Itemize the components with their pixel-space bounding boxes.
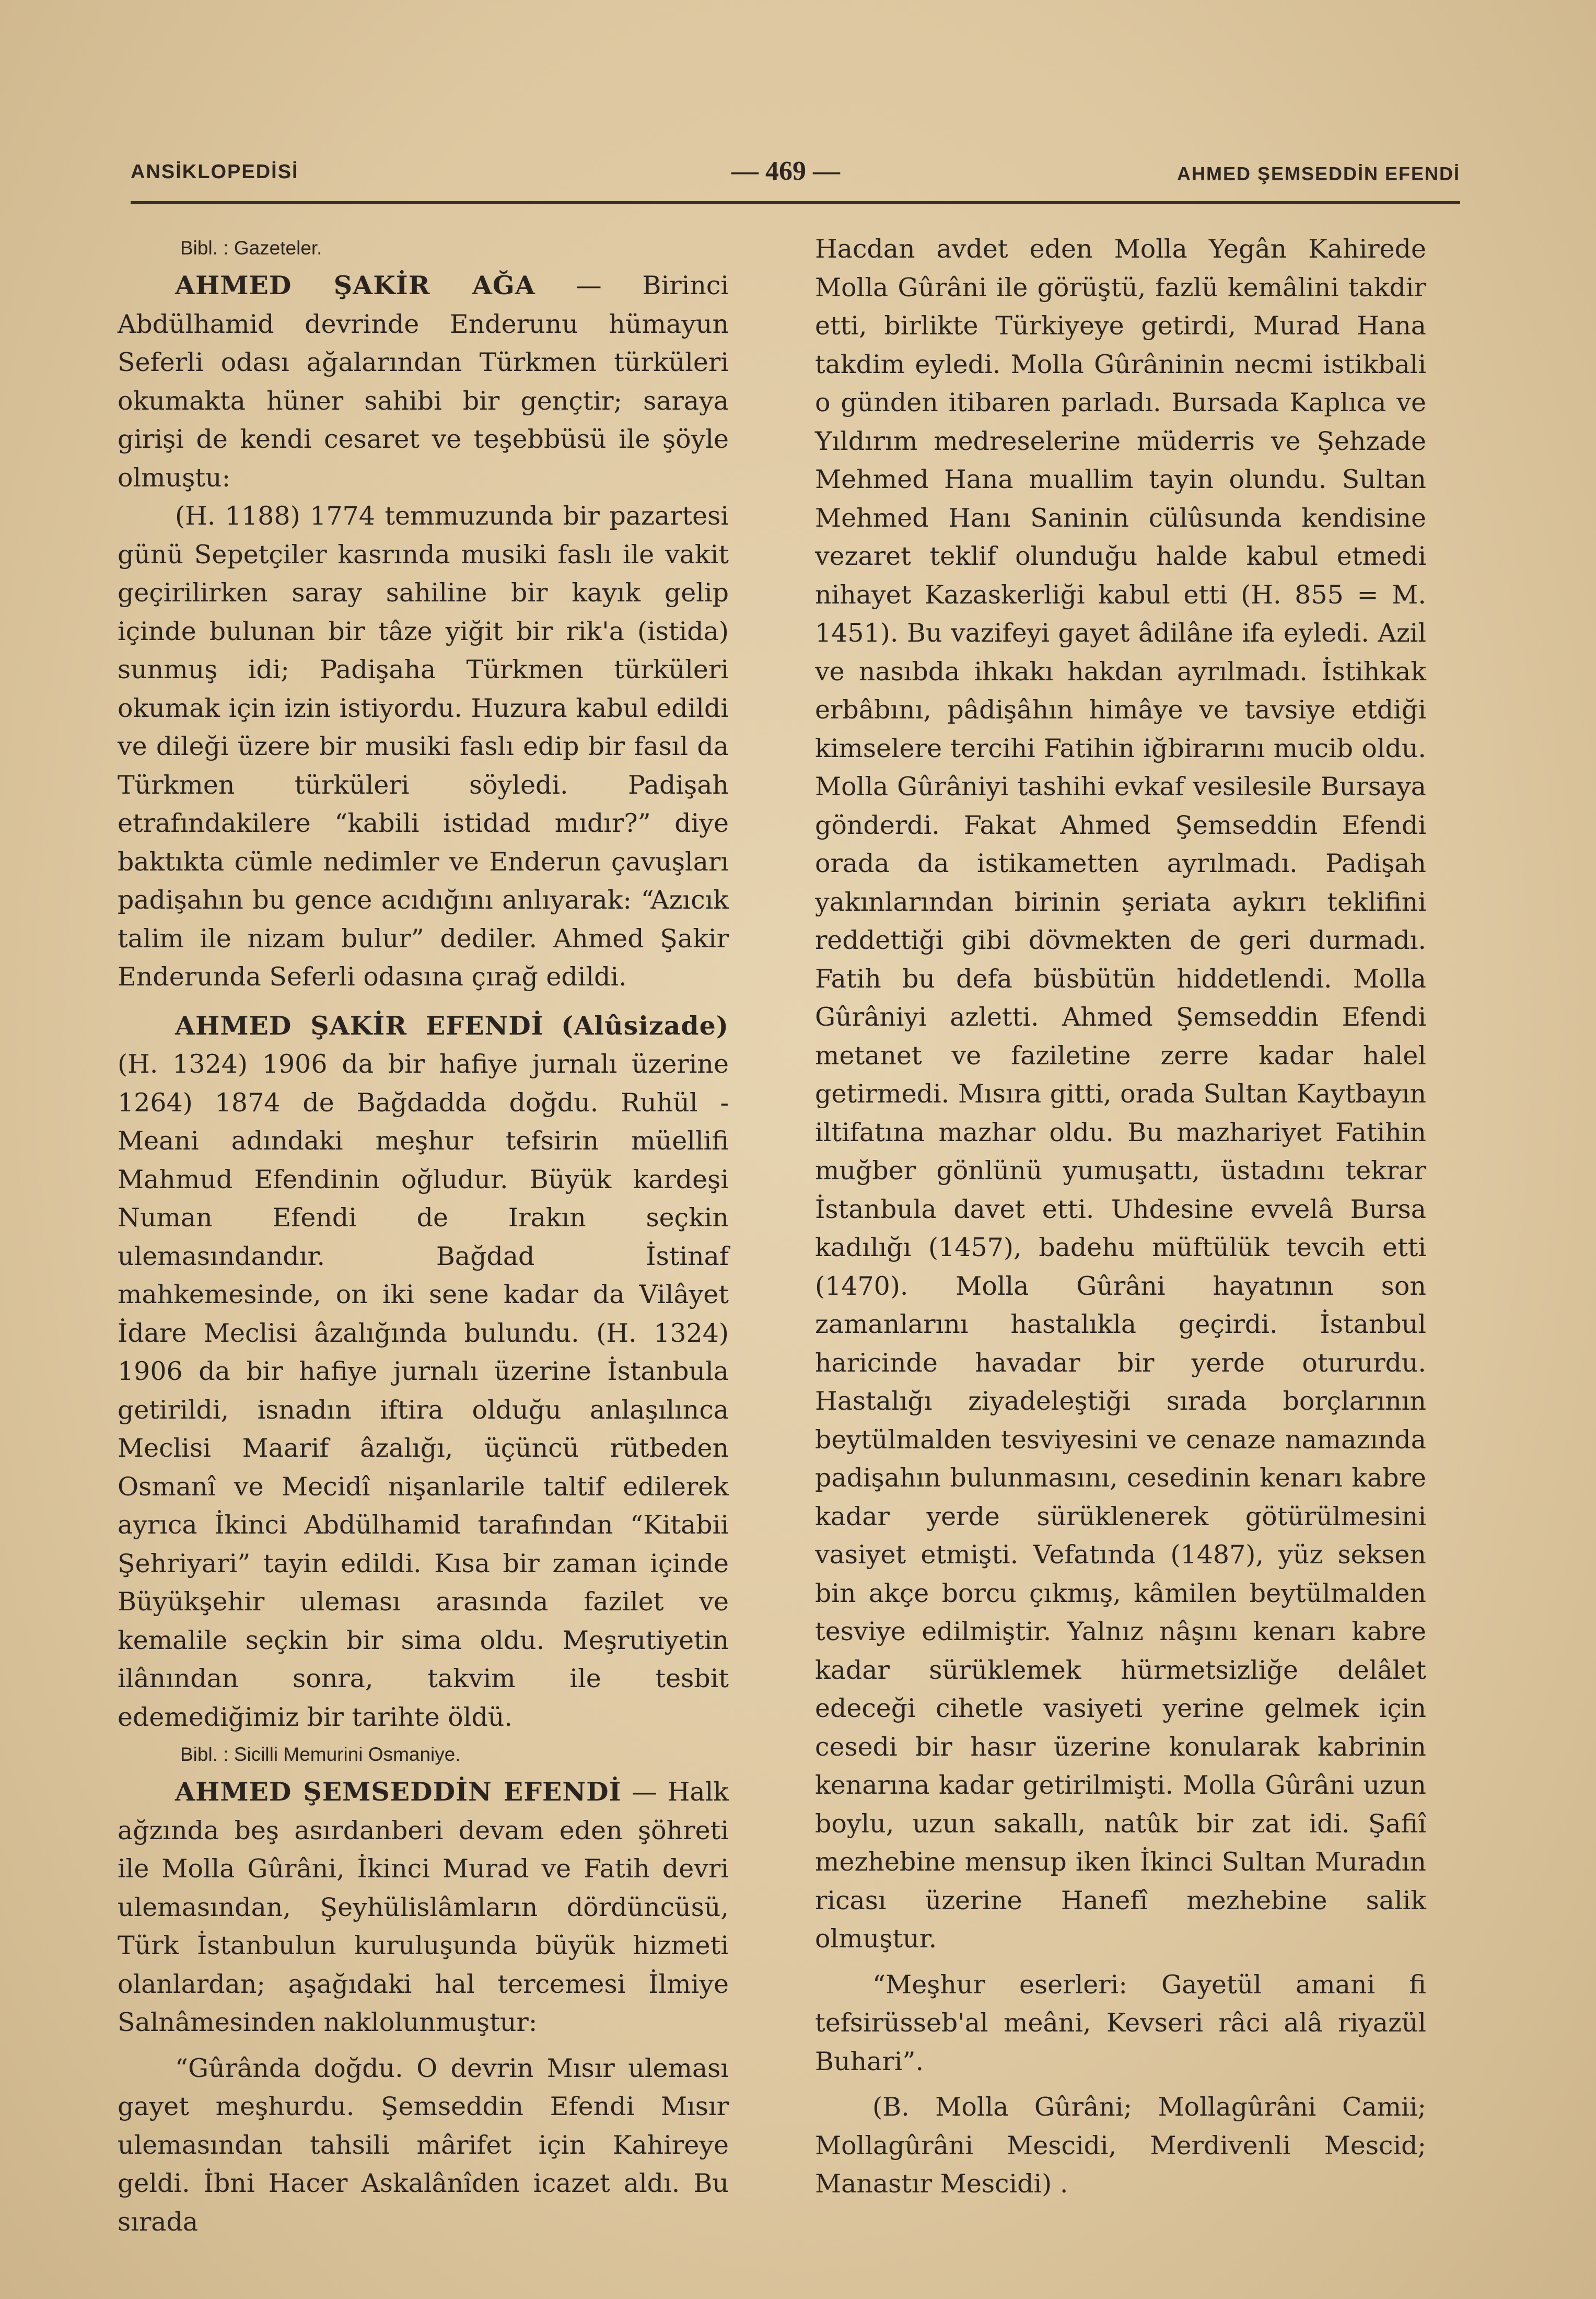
left-column [118,230,729,2241]
entry-ahmed-sakir-efendi [118,1007,729,1737]
entry-alias: (Alûsizade) [561,1010,729,1041]
entry-intro: — Halk ağzında beş asırdanberi devam eden şöhreti ile Molla Gûrâni, İkinci Murad ve Fatih devri ulemasından, Şeyhülislâmların dördüncüsü, Türk İstanbulun kuruluşunda büyük hizmeti olanlardan; aşağıdaki hal tercemesi İlmiye Salnâmesinden naklolunmuştur: [118,1777,729,2037]
entry-ahmed-semseddin-efendi [118,1773,729,2042]
entry-paragraph: (H. 1188) 1774 temmuzunda bir pazartesi günü Sepetçiler kasrında musiki faslı ile vakit geçirilirken saray sahiline bir kayık gelip içinde bulunan bir tâze yiğit bir rik'a (istida) sunmuş idi; Padişaha Türkmen türküleri okumak için izin istiyordu. Huzura kabul edildi ve dileği üzere bir musiki faslı edip bir fasıl da Türkmen türküleri söyledi. Padişah etrafındakilere “kabili istidad mıdır?” diye baktıkta cümle nedimler ve Enderun çavuşları padişahın bu gence acıdığını anlıyarak: “Azıcık talim ile nizam bulur” dediler. Ahmed Şakir Enderunda Seferli odasına çırağ edildi. [118,501,729,992]
entry-intro: — Birinci Abdülhamid devrinde Enderunu hümayun Seferli odası ağalarından Türkmen türküleri okumakta hüner sahibi bir gençtir; saraya girişi de kendi cesaret ve teşebbüsü ile şöyle olmuştu: [118,271,729,493]
header-left-title: ANSİKLOPEDİSİ [131,161,299,183]
references-paragraph: (B. Molla Gûrâni; Mollagûrâni Camii; Mollagûrâni Mescidi, Merdivenli Mescid; Manastır Mescidi) . [815,2092,1426,2199]
right-column [815,230,1426,2203]
page-number: — 469 — [731,156,840,186]
entry-text: (H. 1324) 1906 da bir hafiye jurnalı üzerine 1264) 1874 de Bağdadda doğdu. Ruhül - Meani adındaki meşhur tefsirin müellifi Mahmud Efendinin oğludur. Büyük kardeşi Numan Efendi de Irakın seçkin ulemasındandır. Bağdad İstinaf mahkemesinde, on iki sene kadar da Vilâyet İdare Meclisi âzalığında bulundu. (H. 1324) 1906 da bir hafiye jurnalı üzerine İstanbula getirildi, isnadın iftira olduğu anlaşılınca Meclisi Maarif âzalığı, üçüncü rütbeden Osmanî ve Mecidî nişanlarile taltif edilerek ayrıca İkinci Abdülhamid tarafından “Kitabii Şehriyari” tayin edildi. Kısa bir zaman içinde Büyükşehir uleması arasında fazilet ve kemalile seçkin bir sima oldu. Meşrutiyetin ilânından sonra, takvim ile tesbit edemediğimiz bir tarihte öldü. [118,1049,729,1732]
entry-headword: AHMED ŞEMSEDDİN EFENDİ [175,1776,622,1807]
bibliography-note: Bibl. : Sicilli Memurini Osmaniye. [180,1744,461,1765]
bibliography-note: Bibl. : Gazeteler. [180,237,322,259]
works-paragraph: “Meşhur eserleri: Gayetül amani fi tefsirüsseb'al meâni, Kevseri râci alâ riyazül Buhari”. [815,1969,1426,2076]
entry-paragraph: Hacdan avdet eden Molla Yegân Kahirede Molla Gûrâni ile görüştü, fazlü kemâlini takdir etti, birlikte Türkiyeye getirdi, Murad Hana takdim eyledi. Molla Gûrâninin necmi istikbali o günden itibaren parladı. Bursada Kaplıca ve Yıldırım medreselerine müderris ve Şehzade Mehmed Hana muallim tayin olundu. Sultan Mehmed Hanı Saninin cülûsunda kendisine vezaret teklif olunduğu halde kabul etmedi nihayet Kazaskerliği kabul etti (H. 855 = M. 1451). Bu vazifeyi gayet âdilâne ifa eyledi. Azil ve nasıbda ihkakı hakdan ayrılmadı. İstihkak erbâbını, pâdişâhın himâye ve tavsiye etdiği kimselere tercihi Fatihin iğbirarını mucib oldu. Molla Gûrâniyi tashihi evkaf vesilesile Bursaya gönderdi. Fakat Ahmed Şemseddin Efendi orada da istikametten ayrılmadı. Padişah yakınlarından birinin şeriata aykırı teklifini reddettiği gibi dövmekten de geri durmadı. Fatih bu defa büsbütün hiddetlendi. Molla Gûrâniyi azletti. Ahmed Şemseddin Efendi metanet ve faziletine zerre kadar halel getirmedi. Mısıra gitti, orada Sultan Kaytbayın iltifatına mazhar oldu. Bu mazhariyet Fatihin muğber gönlünü yumuşattı, üstadını tekrar İstanbula davet etti. Uhdesine evvelâ Bursa kadılığı (1457), badehu müftülük tevcih etti (1470). Molla Gûrâni hayatının son zamanlarını hastalıkla geçirdi. İstanbul haricinde havadar bir yerde otururdu. Hastalığı ziyadeleştiği sırada borçlarının beytülmalden tesviyesini ve cenaze namazında padişahın bulunmasını, cesedinin kenarı kabre kadar yerde sürüklenerek götürülmesini vasiyet etmişti. Vefatında (1487), yüz seksen bin akçe borcu çıkmış, kâmilen beytülmalden tesviye edilmiştir. Yalnız nâşını kenarı kabre kadar sürüklemek hürmetsizliğe delâlet edeceği cihetle vasiyeti yerine gelmek için cesedi bir hasır üzerine konularak kabrinin kenarına kadar getirilmişti. Molla Gûrâni uzun boylu, uzun sakallı, natûk bir zat idi. Şafiî mezhebine mensup iken İkinci Sultan Muradın ricası üzerine Hanefî mezhebine salik olmuştur. [815,234,1426,1954]
entry-ahmed-sakir-aga [118,266,729,497]
entry-headword: AHMED ŞAKİR AĞA [175,270,535,300]
running-header [131,156,1460,198]
entry-headword: AHMED ŞAKİR EFENDİ [175,1010,544,1041]
header-rule [131,201,1460,204]
header-right-title: AHMED ŞEMSEDDİN EFENDİ [1176,163,1460,184]
entry-quote: “Gûrânda doğdu. O devrin Mısır uleması gayet meşhurdu. Şemseddin Efendi Mısır ulemasından tahsili mârifet için Kahireye geldi. İbni Hacer Askalânîden icazet aldı. Bu sırada [118,2053,729,2237]
